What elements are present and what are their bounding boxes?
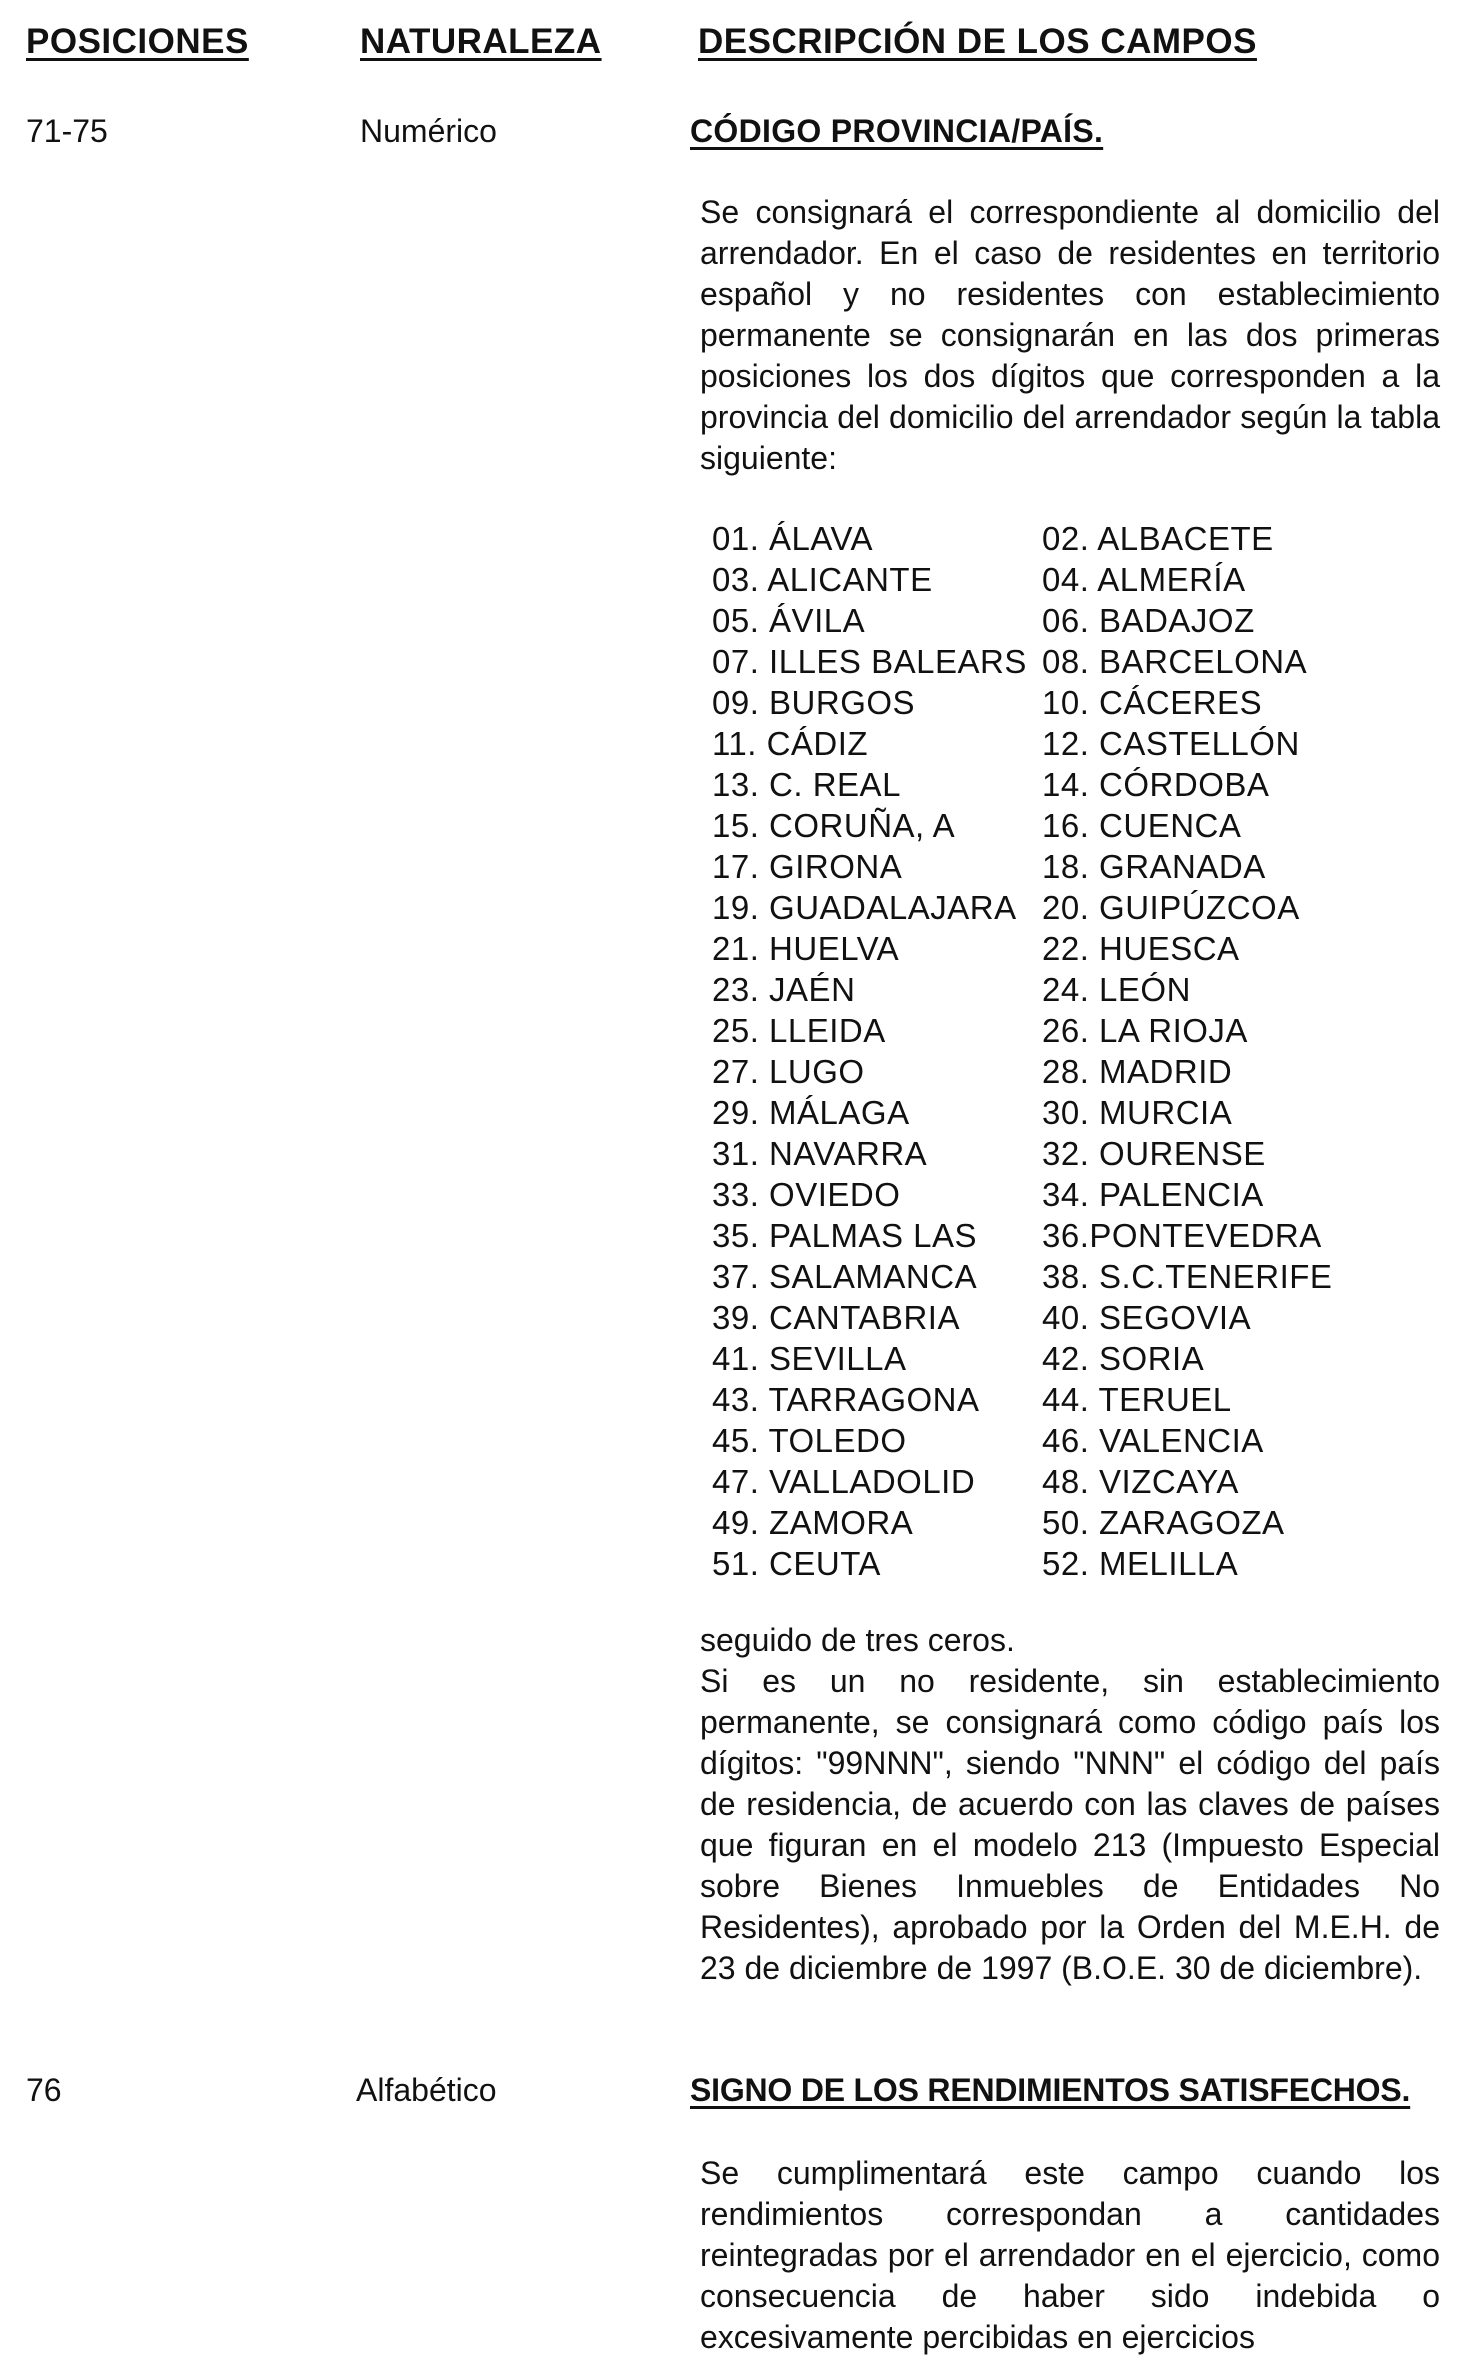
field1-title: CÓDIGO PROVINCIA/PAÍS. bbox=[690, 113, 1104, 149]
province-row bbox=[712, 561, 1412, 602]
province-row bbox=[712, 1422, 1412, 1463]
field2-position: 76 bbox=[26, 2072, 62, 2108]
province-code: 27. LUGO bbox=[712, 1053, 865, 1090]
field2-desc: Se cumplimentará este campo cuando los rendimientos correspondan a cantidades reintegradas por el arrendador en el ejercicio, como consecuencia de haber sido indebida o excesivamente percibidas en ejercicios bbox=[700, 2155, 1440, 2355]
province-row bbox=[712, 1012, 1412, 1053]
province-code: 15. CORUÑA, A bbox=[712, 807, 956, 844]
province-code: 13. C. REAL bbox=[712, 766, 901, 803]
province-row bbox=[712, 1176, 1412, 1217]
province-code: 45. TOLEDO bbox=[712, 1422, 907, 1459]
field1-non-resident: Si es un no residente, sin establecimiento permanente, se consignará como código país los dígitos: "99NNN", siendo "NNN" el código del país de residencia, de acuerdo con las claves de países que figuran en el modelo 213 (Impuesto Especial sobre Bienes Inmuebles de Entidades No Residentes), aprobado por la Orden del M.E.H. de 23 de diciembre de 1997 (B.O.E. 30 de diciembre). bbox=[700, 1663, 1440, 1986]
header-posiciones: POSICIONES bbox=[26, 22, 249, 61]
province-row bbox=[712, 1258, 1412, 1299]
header-naturaleza: NATURALEZA bbox=[360, 22, 602, 61]
province-code: 51. CEUTA bbox=[712, 1545, 881, 1582]
province-row bbox=[712, 602, 1412, 643]
province-code: 44. TERUEL bbox=[1042, 1381, 1232, 1418]
province-code: 28. MADRID bbox=[1042, 1053, 1233, 1090]
province-code: 16. CUENCA bbox=[1042, 807, 1242, 844]
province-code: 24. LEÓN bbox=[1042, 971, 1191, 1008]
province-code: 14. CÓRDOBA bbox=[1042, 766, 1270, 803]
province-code: 19. GUADALAJARA bbox=[712, 889, 1017, 926]
province-code: 38. S.C.TENERIFE bbox=[1042, 1258, 1333, 1295]
province-code: 03. ALICANTE bbox=[712, 561, 933, 598]
field2-type: Alfabético bbox=[356, 2072, 497, 2108]
province-code: 49. ZAMORA bbox=[712, 1504, 914, 1541]
province-code: 23. JAÉN bbox=[712, 971, 856, 1008]
province-code: 17. GIRONA bbox=[712, 848, 903, 885]
province-row bbox=[712, 930, 1412, 971]
province-code: 20. GUIPÚZCOA bbox=[1042, 889, 1300, 926]
province-code-table bbox=[712, 520, 1412, 1586]
province-code: 01. ÁLAVA bbox=[712, 520, 874, 557]
province-code: 52. MELILLA bbox=[1042, 1545, 1239, 1582]
province-code: 25. LLEIDA bbox=[712, 1012, 886, 1049]
province-row bbox=[712, 1340, 1412, 1381]
province-code: 50. ZARAGOZA bbox=[1042, 1504, 1285, 1541]
province-row bbox=[712, 1299, 1412, 1340]
province-row bbox=[712, 1504, 1412, 1545]
province-code: 10. CÁCERES bbox=[1042, 684, 1263, 721]
province-row bbox=[712, 1463, 1412, 1504]
province-row bbox=[712, 725, 1412, 766]
province-code: 41. SEVILLA bbox=[712, 1340, 907, 1377]
province-row bbox=[712, 1053, 1412, 1094]
province-row bbox=[712, 1381, 1412, 1422]
province-code: 47. VALLADOLID bbox=[712, 1463, 976, 1500]
province-code: 02. ALBACETE bbox=[1042, 520, 1274, 557]
province-row bbox=[712, 1094, 1412, 1135]
province-row bbox=[712, 807, 1412, 848]
province-code: 31. NAVARRA bbox=[712, 1135, 928, 1172]
province-code: 22. HUESCA bbox=[1042, 930, 1240, 967]
province-code: 06. BADAJOZ bbox=[1042, 602, 1255, 639]
province-code: 09. BURGOS bbox=[712, 684, 916, 721]
province-row bbox=[712, 643, 1412, 684]
province-code: 18. GRANADA bbox=[1042, 848, 1266, 885]
province-code: 21. HUELVA bbox=[712, 930, 900, 967]
province-code: 42. SORIA bbox=[1042, 1340, 1205, 1377]
province-row bbox=[712, 520, 1412, 561]
header-descripcion: DESCRIPCIÓN DE LOS CAMPOS bbox=[698, 22, 1257, 61]
province-code: 26. LA RIOJA bbox=[1042, 1012, 1248, 1049]
province-code: 12. CASTELLÓN bbox=[1042, 725, 1300, 762]
province-code: 46. VALENCIA bbox=[1042, 1422, 1264, 1459]
province-code: 43. TARRAGONA bbox=[712, 1381, 980, 1418]
province-code: 40. SEGOVIA bbox=[1042, 1299, 1252, 1336]
province-code: 35. PALMAS LAS bbox=[712, 1217, 978, 1254]
province-row bbox=[712, 971, 1412, 1012]
province-code: 05. ÁVILA bbox=[712, 602, 866, 639]
province-code: 37. SALAMANCA bbox=[712, 1258, 978, 1295]
province-code: 36.PONTEVEDRA bbox=[1042, 1217, 1322, 1254]
province-row bbox=[712, 1135, 1412, 1176]
province-code: 04. ALMERÍA bbox=[1042, 561, 1246, 598]
province-code: 32. OURENSE bbox=[1042, 1135, 1266, 1172]
field1-intro: Se consignará el correspondiente al domicilio del arrendador. En el caso de residentes en territorio español y no residentes con establecimiento permanente se consignarán en las dos primeras posiciones los dos dígitos que corresponden a la provincia del domicilio del arrendador según la tabla siguiente: bbox=[700, 194, 1440, 476]
province-code: 07. ILLES BALEARS bbox=[712, 643, 1027, 680]
province-row bbox=[712, 1217, 1412, 1258]
field2-title: SIGNO DE LOS RENDIMIENTOS SATISFECHOS. bbox=[690, 2072, 1411, 2108]
province-code: 08. BARCELONA bbox=[1042, 643, 1308, 680]
field1-position: 71-75 bbox=[26, 113, 108, 149]
field1-after-table: seguido de tres ceros. bbox=[700, 1622, 1015, 1658]
province-code: 34. PALENCIA bbox=[1042, 1176, 1264, 1213]
province-code: 29. MÁLAGA bbox=[712, 1094, 910, 1131]
province-code: 33. OVIEDO bbox=[712, 1176, 901, 1213]
province-code: 48. VIZCAYA bbox=[1042, 1463, 1239, 1500]
province-row bbox=[712, 1545, 1412, 1586]
province-code: 39. CANTABRIA bbox=[712, 1299, 960, 1336]
province-row bbox=[712, 766, 1412, 807]
province-row bbox=[712, 684, 1412, 725]
province-row bbox=[712, 848, 1412, 889]
province-code: 30. MURCIA bbox=[1042, 1094, 1233, 1131]
province-code: 11. CÁDIZ bbox=[712, 725, 869, 762]
province-row bbox=[712, 889, 1412, 930]
field1-type: Numérico bbox=[360, 113, 497, 149]
